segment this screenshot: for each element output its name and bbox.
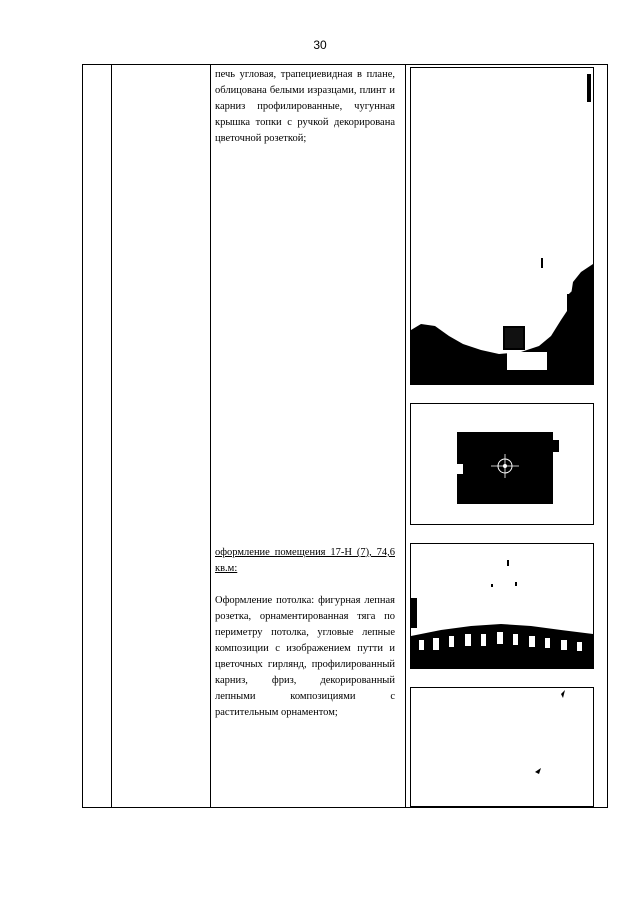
- column-divider-3: [405, 65, 406, 807]
- ceiling-cornice-image: [411, 544, 593, 668]
- inventory-table: [82, 64, 608, 808]
- column-divider-1: [111, 65, 112, 807]
- room-description: [215, 545, 395, 721]
- stove-description: [215, 67, 395, 147]
- page-number: 30: [313, 38, 327, 52]
- room-heading: оформление помещения 17-Н (7), 74,6 кв.м:: [215, 547, 395, 574]
- ceiling-corner-image: [411, 688, 593, 806]
- photo-ceiling-corner: [410, 687, 594, 807]
- ceiling-description-text: Оформление потолка: фигурная лепная розетка, орнаментированная тяга по периметру потолка, угловые лепные композиции с изображением путти и цветочных гирлянд, профилированный карниз, фриз, декорированный лепными композициями с растительным орнаментом;: [215, 595, 395, 718]
- photo-stove-room: [410, 67, 594, 385]
- photo-stove-door: [410, 403, 594, 525]
- column-divider-2: [210, 65, 211, 807]
- stove-room-image: [411, 68, 593, 384]
- stove-door-image: [411, 404, 593, 524]
- stove-description-text: печь угловая, трапециевидная в плане, облицована белыми изразцами, плинт и карниз профилированные, чугунная крышка топки с ручкой декорирована цветочной розеткой;: [215, 69, 395, 144]
- photo-ceiling-cornice: [410, 543, 594, 669]
